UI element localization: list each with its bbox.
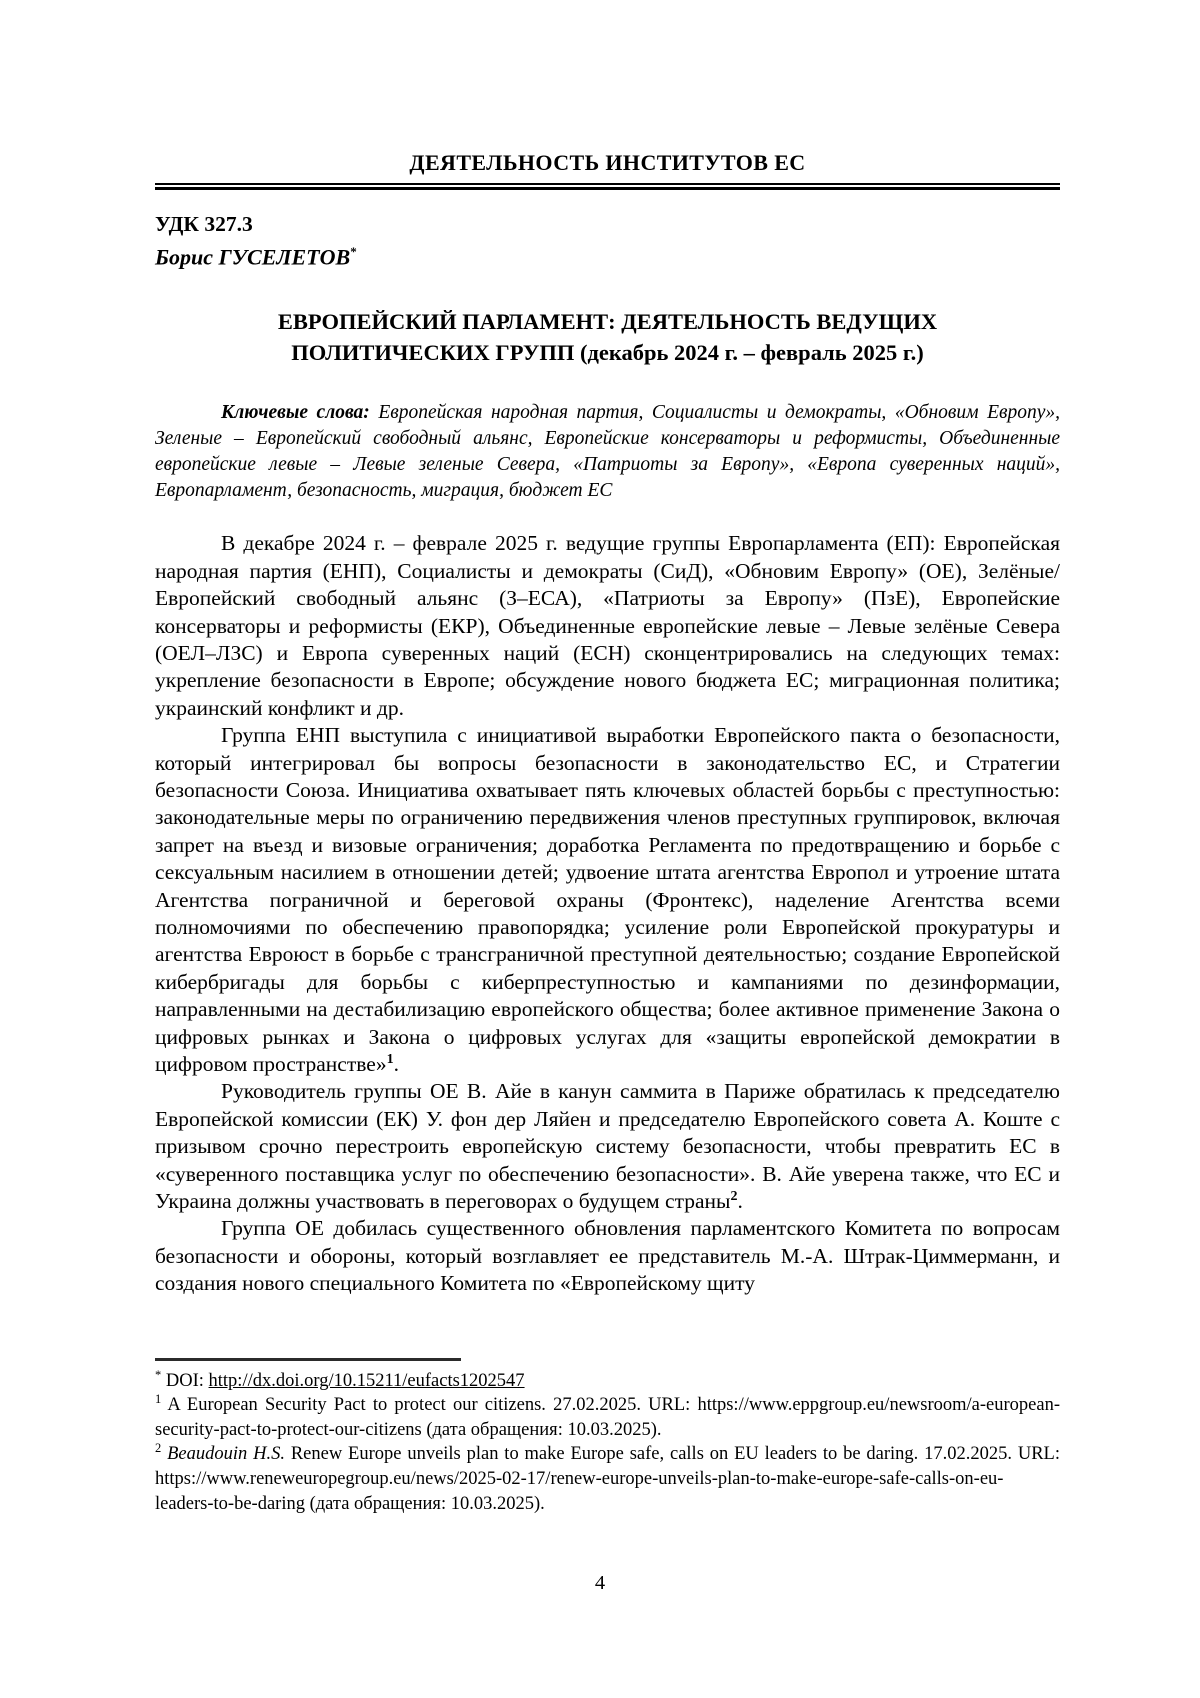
article-title bbox=[155, 306, 1060, 368]
article-body bbox=[155, 530, 1060, 1297]
section-rubric: ДЕЯТЕЛЬНОСТЬ ИНСТИТУТОВ ЕС bbox=[409, 150, 806, 175]
footnote-2-text: Renew Europe unveils plan to make Europe safe, calls on EU leaders to be daring. 17.02.2025. URL: https://www.reneweuropegroup.eu/news/2025-02-17/renew-europe-unveils-plan-to-make-europe-safe-calls-on-eu-leaders-to-be-daring (дата обращения: 10.03.2025). bbox=[155, 1444, 1060, 1514]
rubric-divider-rule bbox=[155, 183, 1060, 190]
paragraph-3-text: Руководитель группы ОЕ В. Айе в канун саммита в Париже обратилась к председателю Европейской комиссии (ЕК) У. фон дер Ляйен и председателю Европейского совета А. Коште с призывом срочно перестроить европейскую систему безопасности, чтобы превратить ЕС в «суверенного поставщика услуг по обеспечению безопасности». В. Айе уверена также, что ЕС и Украина должны участвовать в переговорах о будущем страны bbox=[155, 1079, 1060, 1214]
keywords-block bbox=[155, 400, 1060, 504]
author-footnote-mark: * bbox=[350, 244, 357, 259]
footnote-2 bbox=[155, 1442, 1060, 1516]
udc-code: УДК 327.3 bbox=[155, 212, 253, 236]
footnotes-block bbox=[155, 1369, 1060, 1517]
doi-link[interactable]: http://dx.doi.org/10.15211/eufacts1202547 bbox=[208, 1370, 525, 1391]
paragraph-4 bbox=[155, 1215, 1060, 1297]
footnote-doi-marker: * bbox=[155, 1367, 162, 1382]
footnote-2-author: Beaudouin H.S. bbox=[161, 1444, 285, 1465]
footnote-1 bbox=[155, 1393, 1060, 1442]
paragraph-1 bbox=[155, 530, 1060, 722]
paragraph-2-text: Группа ЕНП выступила с инициативой выработки Европейского пакта о безопасности, который интегрировал бы вопросы безопасности в законодательство ЕС, и Стратегии безопасности Союза. Инициатива охватывает пять ключевых областей борьбы с преступностью: законодательные меры по ограничению передвижения членов преступных группировок, включая запрет на въезд и визовые ограничения; доработка Регламента по предотвращению и борьбе с сексуальным насилием в отношении детей; удвоение штата агентства Европол и утроение штата Агентства пограничной и береговой охраны (Фронтекс), наделение Агентства всеми полномочиями по обеспечению правопорядка; усиление роли Европейской прокуратуры и агентства Евроюст в борьбе с трансграничной преступной деятельностью; создание Европейской кибербригады для борьбы с киберпреступностью и кампаниями по дезинформации, направленными на дестабилизацию европейского общества; более активное применение Закона о цифровых рынках и Закона о цифровых услугах для «защиты европейской демократии в цифровом пространстве» bbox=[155, 723, 1060, 1077]
footnote-ref-1: 1 bbox=[386, 1051, 394, 1067]
paragraph-2: Группа ЕНП выступила с инициативой выработки Европейского пакта о безопасности, который интегрировал бы вопросы безопасности в законодательство ЕС, и Стратегии безопасности Союза. Инициатива охватывает пять ключевых областей борьбы с преступностью: законодательные меры по ограничению передвижения членов преступных группировок, включая запрет на въезд и визовые ограничения; доработка Регламента по предотвращению и борьбе с сексуальным насилием в отношении детей; удвоение штата агентства Европол и утроение штата Агентства пограничной и береговой охраны (Фронтекс), наделение Агентства всеми полномочиями по обеспечению правопорядка; усиление роли Европейской прокуратуры и агентства Евроюст в борьбе с трансграничной преступной деятельностью; создание Европейской кибербригады для борьбы с киберпреступностью и кампаниями по дезинформации, направленными на дестабилизацию европейского общества; более активное применение Закона о цифровых рынках и Закона о цифровых услугах для «защиты европейской демократии в цифровом пространстве»$^1$. bbox=[155, 723, 1060, 1077]
paragraph-3: Руководитель группы ОЕ В. Айе в канун саммита в Париже обратилась к председателю Европейской комиссии (ЕК) У. фон дер Ляйен и председателю Европейского совета А. Коште с призывом срочно перестроить европейскую систему безопасности, чтобы превратить ЕС в «суверенного поставщика услуг по обеспечению безопасности». В. Айе уверена также, что ЕС и Украина должны участвовать в переговорах о будущем страны$^2$. bbox=[155, 1079, 1060, 1214]
footnote-1-marker: 1 bbox=[155, 1392, 162, 1407]
footnote-2-marker: 2 bbox=[155, 1441, 162, 1456]
keywords-text: Европейская народная партия, Социалисты и демократы, «Обновим Европу», Зеленые – Европейский свободный альянс, Европейские консерваторы и реформисты, Объединенные европейские левые – Левые зеленые Севера, «Патриоты за Европу», «Европа суверенных наций», Европарламент, безопасность, миграция, бюджет ЕС bbox=[155, 402, 1061, 502]
article-title-line2: ПОЛИТИЧЕСКИХ ГРУПП (декабрь 2024 г. – февраль 2025 г.) bbox=[291, 340, 924, 366]
author-name: Борис ГУСЕЛЕТОВ bbox=[155, 244, 351, 270]
footnote-ref-2: 2 bbox=[730, 1188, 738, 1204]
keywords-label: Ключевые слова: bbox=[221, 402, 370, 424]
footnote-doi: * DOI: http://dx.doi.org/10.15211/eufacts1202547 bbox=[155, 1367, 525, 1391]
paragraph-1-text: В декабре 2024 г. – феврале 2025 г. ведущие группы Европарламента (ЕП): Европейская народная партия (ЕНП), Социалисты и демократы (СиД), «Обновим Европу» (ОЕ), Зелёные/Европейский свободный альянс (З–ЕСА), «Патриоты за Европу» (ПзЕ), Европейские консерваторы и реформисты (ЕКР), Объединенные европейские левые – Левые зелёные Севера (ОЕЛ–ЛЗС) и Европа суверенных наций (ЕСН) сконцентрировались на следующих темах: укрепление безопасности в Европе; обсуждение нового бюджета ЕС; миграционная политика; украинский конфликт и др. bbox=[155, 531, 1060, 720]
footnote-1-text: A European Security Pact to protect our citizens. 27.02.2025. URL: https://www.eppgroup.eu/newsroom/a-european-security-pact-to-protect-our-citizens (дата обращения: 10.03.2025). bbox=[155, 1395, 1060, 1440]
paragraph-4-text: Группа ОЕ добилась существенного обновления парламентского Комитета по вопросам безопасности и обороны, который возглавляет ее представитель М.-А. Штрак-Циммерманн, и создания нового специального Комитета по «Европейскому щиту bbox=[155, 1216, 1060, 1296]
page-number: 4 bbox=[594, 1572, 606, 1594]
author-line bbox=[155, 244, 1060, 270]
footnote-separator-rule bbox=[155, 1358, 461, 1361]
article-title-line1: ЕВРОПЕЙСКИЙ ПАРЛАМЕНТ: ДЕЯТЕЛЬНОСТЬ ВЕДУЩИХ bbox=[277, 309, 938, 335]
